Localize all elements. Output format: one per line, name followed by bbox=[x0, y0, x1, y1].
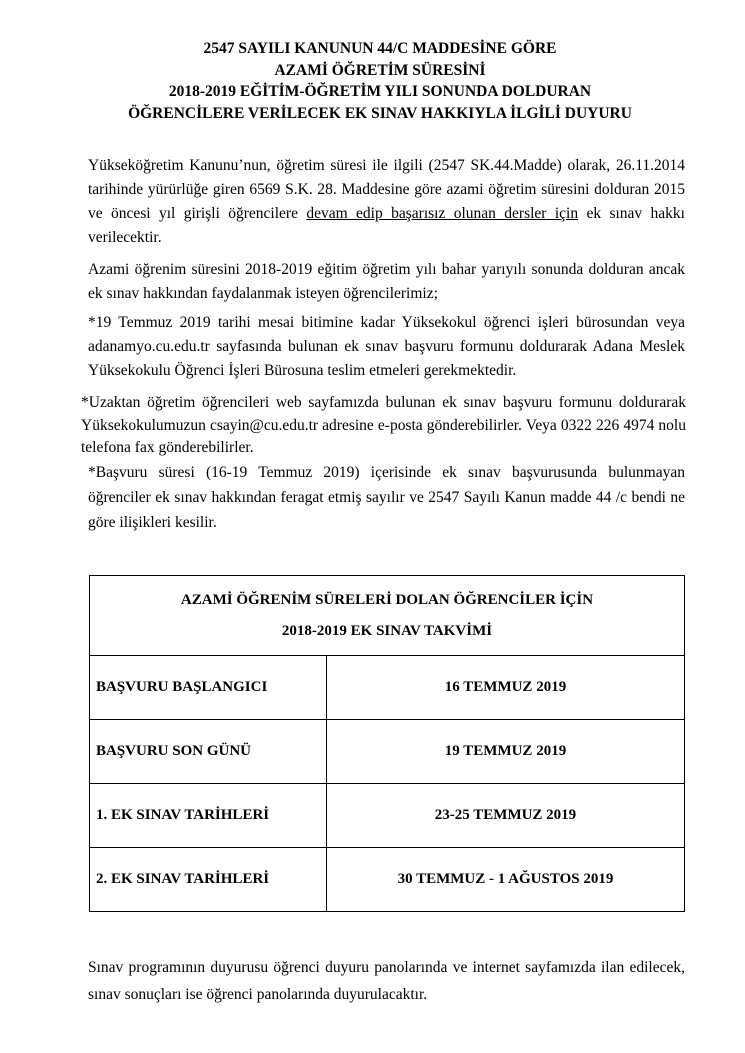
calendar-label: 2. EK SINAV TARİHLERİ bbox=[90, 848, 327, 912]
calendar-label: BAŞVURU BAŞLANGICI bbox=[90, 656, 327, 720]
calendar-value: 19 TEMMUZ 2019 bbox=[327, 720, 685, 784]
calendar-heading-line-2: 2018-2019 EK SINAV TAKVİMİ bbox=[281, 622, 493, 639]
intro-underlined-text: devam edip başarısız olunan dersler için bbox=[306, 205, 579, 222]
calendar-label: 1. EK SINAV TARİHLERİ bbox=[90, 784, 327, 848]
table-row bbox=[90, 656, 685, 720]
document-title bbox=[60, 38, 700, 124]
intro-paragraph bbox=[88, 154, 685, 250]
title-line-2: AZAMİ ÖĞRETİM SÜRESİNİ bbox=[274, 61, 486, 79]
calendar-header-row bbox=[90, 576, 685, 656]
title-line-3: 2018-2019 EĞİTİM-ÖĞRETİM YILI SONUNDA DOLDURAN bbox=[168, 83, 592, 100]
table-row bbox=[90, 784, 685, 848]
eligibility-paragraph: Azami öğrenim süresini 2018-2019 eğitim öğretim yılı bahar yarıyılı sonunda dolduran ancak ek sınav hakkından faydalanmak isteyen öğrencilerimiz; bbox=[88, 261, 685, 302]
intro-text-end: ek sınav hakkı verilecektir. bbox=[88, 205, 685, 246]
calendar-heading-line-1: AZAMİ ÖĞRENİM SÜRELERİ DOLAN ÖĞRENCİLER İÇİN bbox=[180, 591, 594, 608]
calendar-label: BAŞVURU SON GÜNÜ bbox=[90, 720, 327, 784]
calendar-heading bbox=[90, 576, 685, 656]
table-row bbox=[90, 720, 685, 784]
title-line-4: ÖĞRENCİLERE VERİLECEK EK SINAV HAKKIYLA İLGİLİ DUYURU bbox=[128, 104, 632, 122]
title-line-1: 2547 SAYILI KANUNUN 44/C MADDESİNE GÖRE bbox=[203, 40, 557, 57]
table-row bbox=[90, 848, 685, 912]
calendar-value: 16 TEMMUZ 2019 bbox=[327, 656, 685, 720]
calendar-value: 30 TEMMUZ - 1 AĞUSTOS 2019 bbox=[327, 848, 685, 912]
distance-learning-paragraph: *Uzaktan öğretim öğrencileri web sayfamızda bulunan ek sınav başvuru formunu doldurarak Yüksekokulumuzun csayin@cu.edu.tr adresine e-posta gönderebilirler. Veya 0322 226 4974 nolu telefona fax gönderebilirler. bbox=[81, 394, 686, 456]
exam-calendar-table bbox=[89, 575, 685, 912]
calendar-value: 23-25 TEMMUZ 2019 bbox=[327, 784, 685, 848]
announcement-footer-paragraph: Sınav programının duyurusu öğrenci duyuru panolarında ve internet sayfamızda ilan edilecek, sınav sonuçları ise öğrenci panolarında duyurulacaktır. bbox=[88, 959, 685, 1003]
application-paragraph: *19 Temmuz 2019 tarihi mesai bitimine kadar Yüksekokul öğrenci işleri bürosundan veya adanamyo.cu.edu.tr sayfasında bulunan ek sınav başvuru formunu doldurarak Adana Meslek Yüksekokulu Öğrenci İşleri Bürosuna teslim etmeleri gerekmektedir. bbox=[88, 314, 685, 379]
intro-text-start: Yükseköğretim Kanunu’nun, öğretim süresi ile ilgili (2547 SK.44.Madde) olarak, 26.11.2014 tarihinde yürürlüğe giren 6569 S.K. 28. Maddesine göre azami öğretim süresini dolduran 2015 ve öncesi yıl girişli öğrencilere bbox=[88, 157, 685, 222]
deadline-paragraph: *Başvuru süresi (16-19 Temmuz 2019) içerisinde ek sınav başvurusunda bulunmayan öğrenciler ek sınav hakkından feragat etmiş sayılır ve 2547 Sayılı Kanun madde 44 /c bendi ne göre ilişikleri kesilir. bbox=[88, 464, 685, 531]
